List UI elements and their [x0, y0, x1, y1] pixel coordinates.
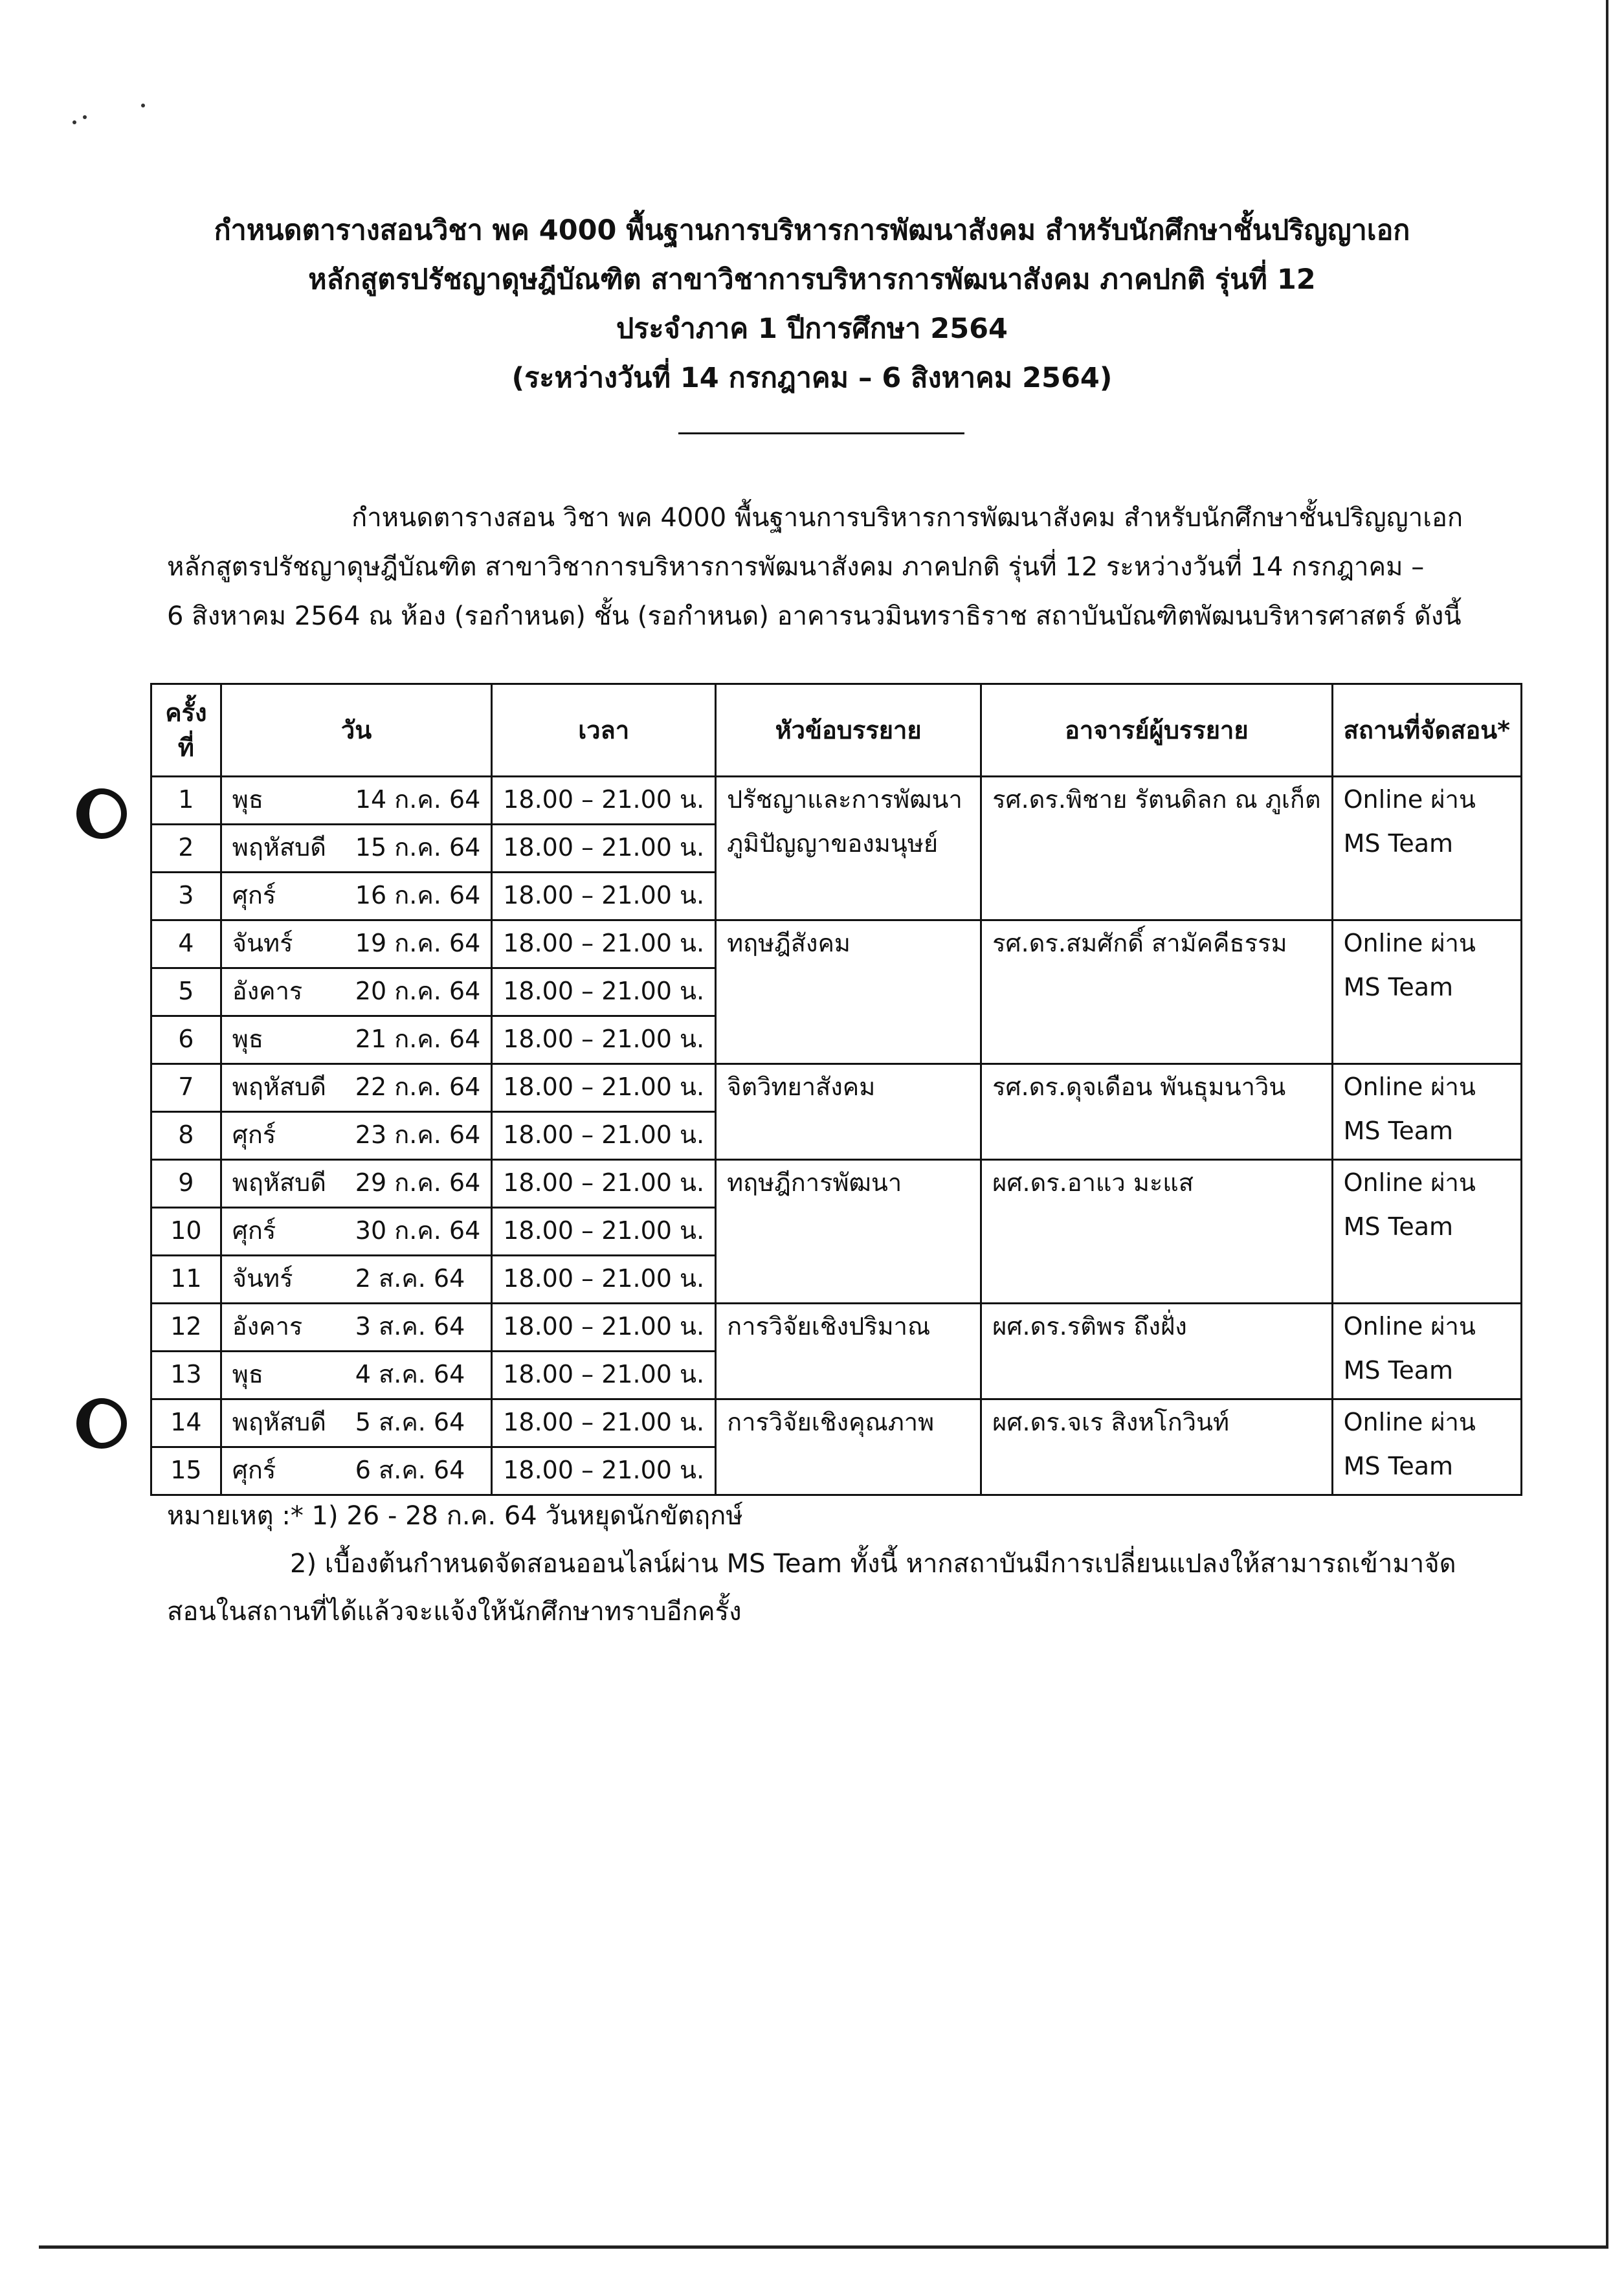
session-date: 15 ก.ค. 64 — [355, 833, 481, 862]
venue-cell — [1332, 1399, 1521, 1495]
day-name: ศุกร์ — [232, 1120, 276, 1149]
venue-line: Online ผ่าน — [1343, 1312, 1476, 1341]
session-time: 18.00 – 21.00 น. — [492, 777, 716, 825]
session-no: 10 — [151, 1208, 221, 1256]
venue-cell — [1332, 1304, 1521, 1399]
note-line: หมายเหตุ :* 1) 26 - 28 ก.ค. 64 วันหยุดนักขัตฤกษ์ — [167, 1501, 743, 1531]
venue-cell — [1332, 1160, 1521, 1304]
punch-hole-bottom — [76, 1398, 127, 1449]
session-date: 20 ก.ค. 64 — [355, 977, 481, 1005]
lecturer-cell: รศ.ดร.ดุจเดือน พันธุมนาวิน — [981, 1064, 1333, 1160]
title-line: กำหนดตารางสอนวิชา พค 4000 พื้นฐานการบริหารการพัฒนาสังคม สำหรับนักศึกษาชั้นปริญญาเอก — [214, 214, 1410, 247]
topic-line: ปรัชญาและการพัฒนา — [727, 785, 962, 814]
venue-cell — [1332, 1064, 1521, 1160]
session-day — [221, 825, 491, 873]
day-name: จันทร์ — [232, 1264, 293, 1293]
lecturer-cell: ผศ.ดร.อาแว มะแส — [981, 1160, 1333, 1304]
title-line: (ระหว่างวันที่ 14 กรกฎาคม – 6 สิงหาคม 2564) — [511, 362, 1113, 394]
session-day — [221, 777, 491, 825]
session-day — [221, 1256, 491, 1304]
session-no: 8 — [151, 1112, 221, 1160]
venue-line: Online ผ่าน — [1343, 785, 1476, 814]
title-divider — [678, 432, 964, 434]
day-name: พุธ — [232, 1360, 264, 1388]
session-day — [221, 1304, 491, 1352]
header-session-no-line1: ครั้ง — [165, 698, 207, 727]
venue-line: MS Team — [1343, 1356, 1454, 1385]
scan-speck — [141, 104, 145, 107]
scan-speck — [72, 120, 76, 124]
notes-section — [167, 1492, 1489, 1636]
intro-line: หลักสูตรปรัชญาดุษฎีบัณฑิต สาขาวิชาการบริหารการพัฒนาสังคม ภาคปกติ รุ่นที่ 12 ระหว่างวันที่ 14 กรกฎาคม – — [167, 552, 1425, 582]
session-time: 18.00 – 21.00 น. — [492, 1399, 716, 1447]
session-time: 18.00 – 21.00 น. — [492, 968, 716, 1016]
session-date: 16 ก.ค. 64 — [355, 881, 481, 909]
day-name: พฤหัสบดี — [232, 1073, 326, 1101]
session-date: 19 ก.ค. 64 — [355, 929, 481, 957]
session-time: 18.00 – 21.00 น. — [492, 873, 716, 920]
header-topic: หัวข้อบรรยาย — [716, 684, 981, 777]
table-row — [151, 1304, 1522, 1352]
session-no: 5 — [151, 968, 221, 1016]
session-time: 18.00 – 21.00 น. — [492, 1016, 716, 1064]
venue-line: MS Team — [1343, 973, 1454, 1001]
header-session-no-line2: ที่ — [177, 733, 194, 762]
session-no: 12 — [151, 1304, 221, 1352]
header-day: วัน — [221, 684, 491, 777]
venue-line: MS Team — [1343, 1117, 1454, 1145]
note-line: สอนในสถานที่ได้แล้วจะแจ้งให้นักศึกษาทราบอีกครั้ง — [167, 1597, 742, 1627]
session-date: 6 ส.ค. 64 — [355, 1456, 465, 1484]
session-date: 30 ก.ค. 64 — [355, 1216, 481, 1245]
session-no: 7 — [151, 1064, 221, 1112]
venue-line: Online ผ่าน — [1343, 1408, 1476, 1436]
session-time: 18.00 – 21.00 น. — [492, 1064, 716, 1112]
session-day — [221, 1447, 491, 1495]
session-no: 2 — [151, 825, 221, 873]
session-no: 13 — [151, 1352, 221, 1399]
header-lecturer: อาจารย์ผู้บรรยาย — [981, 684, 1333, 777]
day-name: ศุกร์ — [232, 1216, 276, 1245]
session-date: 2 ส.ค. 64 — [355, 1264, 465, 1293]
intro-line: 6 สิงหาคม 2564 ณ ห้อง (รอกำหนด) ชั้น (รอกำหนด) อาคารนวมินทราธิราช สถาบันบัณฑิตพัฒนบริหารศาสตร์ ดังนี้ — [167, 601, 1462, 631]
day-name: จันทร์ — [232, 929, 293, 957]
title-line: หลักสูตรปรัชญาดุษฎีบัณฑิต สาขาวิชาการบริหารการพัฒนาสังคม ภาคปกติ รุ่นที่ 12 — [308, 263, 1316, 296]
session-day — [221, 1208, 491, 1256]
table-row — [151, 920, 1522, 968]
day-name: พุธ — [232, 785, 264, 814]
session-day — [221, 873, 491, 920]
scan-speck — [83, 115, 87, 119]
venue-cell — [1332, 777, 1521, 920]
session-day — [221, 920, 491, 968]
session-no: 4 — [151, 920, 221, 968]
punch-hole-top — [76, 788, 127, 839]
topic-cell — [716, 777, 981, 920]
venue-line: MS Team — [1343, 829, 1454, 858]
table-row — [151, 1399, 1522, 1447]
session-time: 18.00 – 21.00 น. — [492, 1208, 716, 1256]
table-row — [151, 1160, 1522, 1208]
document-title — [0, 206, 1624, 403]
session-time: 18.00 – 21.00 น. — [492, 1256, 716, 1304]
venue-line: Online ผ่าน — [1343, 1168, 1476, 1197]
topic-cell: การวิจัยเชิงคุณภาพ — [716, 1399, 981, 1495]
header-session-no — [151, 684, 221, 777]
session-date: 14 ก.ค. 64 — [355, 785, 481, 814]
venue-line: MS Team — [1343, 1212, 1454, 1241]
day-name: อังคาร — [232, 977, 303, 1005]
lecturer-cell: รศ.ดร.พิชาย รัตนดิลก ณ ภูเก็ต — [981, 777, 1333, 920]
session-date: 3 ส.ค. 64 — [355, 1312, 465, 1341]
topic-cell: การวิจัยเชิงปริมาณ — [716, 1304, 981, 1399]
lecturer-cell: รศ.ดร.สมศักดิ์ สามัคคีธรรม — [981, 920, 1333, 1064]
session-date: 21 ก.ค. 64 — [355, 1025, 481, 1053]
day-name: ศุกร์ — [232, 1456, 276, 1484]
page-edge-bottom — [39, 2245, 1608, 2249]
session-day — [221, 1064, 491, 1112]
day-name: พุธ — [232, 1025, 264, 1053]
session-time: 18.00 – 21.00 น. — [492, 1352, 716, 1399]
session-no: 15 — [151, 1447, 221, 1495]
schedule-table — [150, 683, 1522, 1496]
lecturer-cell: ผศ.ดร.รติพร ถึงฝั่ง — [981, 1304, 1333, 1399]
title-line: ประจำภาค 1 ปีการศึกษา 2564 — [616, 313, 1008, 345]
session-day — [221, 968, 491, 1016]
session-date: 29 ก.ค. 64 — [355, 1168, 481, 1197]
venue-cell — [1332, 920, 1521, 1064]
table-header-row — [151, 684, 1522, 777]
table-row — [151, 777, 1522, 825]
session-day — [221, 1352, 491, 1399]
session-day — [221, 1399, 491, 1447]
header-venue: สถานที่จัดสอน* — [1332, 684, 1521, 777]
venue-line: Online ผ่าน — [1343, 929, 1476, 957]
session-date: 23 ก.ค. 64 — [355, 1120, 481, 1149]
session-time: 18.00 – 21.00 น. — [492, 1447, 716, 1495]
session-day — [221, 1160, 491, 1208]
day-name: พฤหัสบดี — [232, 833, 326, 862]
session-date: 4 ส.ค. 64 — [355, 1360, 465, 1388]
intro-line: กำหนดตารางสอน วิชา พค 4000 พื้นฐานการบริหารการพัฒนาสังคม สำหรับนักศึกษาชั้นปริญญาเอก — [351, 503, 1463, 533]
header-time: เวลา — [492, 684, 716, 777]
venue-line: MS Team — [1343, 1452, 1454, 1480]
venue-line: Online ผ่าน — [1343, 1073, 1476, 1101]
session-day — [221, 1016, 491, 1064]
session-time: 18.00 – 21.00 น. — [492, 825, 716, 873]
lecturer-cell: ผศ.ดร.จเร สิงหโกวินท์ — [981, 1399, 1333, 1495]
session-date: 5 ส.ค. 64 — [355, 1408, 465, 1436]
session-time: 18.00 – 21.00 น. — [492, 1112, 716, 1160]
session-day — [221, 1112, 491, 1160]
note-line: 2) เบื้องต้นกำหนดจัดสอนออนไลน์ผ่าน MS Team ทั้งนี้ หากสถาบันมีการเปลี่ยนแปลงให้สามารถเข้ามาจัด — [290, 1549, 1456, 1579]
table-row — [151, 1064, 1522, 1112]
session-no: 6 — [151, 1016, 221, 1064]
topic-cell: จิตวิทยาสังคม — [716, 1064, 981, 1160]
session-no: 11 — [151, 1256, 221, 1304]
day-name: พฤหัสบดี — [232, 1168, 326, 1197]
day-name: พฤหัสบดี — [232, 1408, 326, 1436]
session-no: 14 — [151, 1399, 221, 1447]
session-no: 9 — [151, 1160, 221, 1208]
day-name: ศุกร์ — [232, 881, 276, 909]
session-time: 18.00 – 21.00 น. — [492, 920, 716, 968]
session-no: 3 — [151, 873, 221, 920]
session-time: 18.00 – 21.00 น. — [492, 1160, 716, 1208]
session-no: 1 — [151, 777, 221, 825]
session-time: 18.00 – 21.00 น. — [492, 1304, 716, 1352]
session-date: 22 ก.ค. 64 — [355, 1073, 481, 1101]
topic-cell: ทฤษฎีการพัฒนา — [716, 1160, 981, 1304]
day-name: อังคาร — [232, 1312, 303, 1341]
topic-line: ภูมิปัญญาของมนุษย์ — [727, 829, 939, 858]
topic-cell: ทฤษฎีสังคม — [716, 920, 981, 1064]
intro-paragraph — [167, 493, 1489, 641]
